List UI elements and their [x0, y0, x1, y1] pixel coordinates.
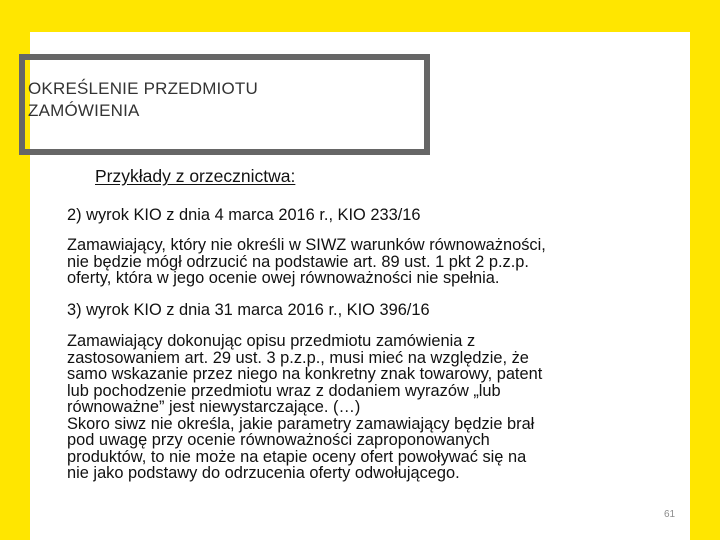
case-3-line-1: Zamawiający dokonując opisu przedmiotu zamówienia z	[67, 332, 476, 350]
section-heading: Przykłady z orzecznictwa:	[95, 166, 296, 186]
case-3-line-6: Skoro siwz nie określa, jakie parametry zamawiający będzie brał	[67, 414, 535, 433]
page-number: 61	[664, 509, 676, 520]
case-3-line-4: lub pochodzenie przedmiotu wraz z dodaniem wyrazów „lub	[67, 381, 501, 400]
case-3-line-3: samo wskazanie przez niego na konkretny znak towarowy, patent	[67, 365, 543, 383]
slide-title-line-1: OKREŚLENIE PRZEDMIOTU	[28, 79, 258, 98]
case-3-line-5: równoważne” jest niewystarczające. (…)	[67, 398, 361, 416]
case-3-line-7: pod uwagę przy ocenie równoważności zaproponowanych	[67, 431, 490, 449]
case-2-line-1: Zamawiający, który nie określi w SIWZ warunków równoważności,	[67, 236, 546, 254]
case-2-text	[67, 237, 546, 287]
case-3-line-2: zastosowaniem art. 29 ust. 3 p.z.p., musi mieć na względzie, że	[67, 348, 529, 367]
case-3-text	[67, 333, 542, 482]
slide-title	[28, 78, 328, 122]
case-3-header: 3) wyrok KIO z dnia 31 marca 2016 r., KIO 396/16	[67, 301, 430, 319]
case-2-line-3: oferty, która w jego ocenie owej równoważności nie spełnia.	[67, 269, 500, 287]
slide-title-line-2: ZAMÓWIENIA	[28, 101, 140, 120]
case-3-line-8: produktów, to nie może na etapie oceny ofert powoływać się na	[67, 447, 527, 466]
case-2-header: 2) wyrok KIO z dnia 4 marca 2016 r., KIO 233/16	[67, 206, 421, 224]
case-3-line-9: nie jako podstawy do odrzucenia oferty odwołującego.	[67, 464, 460, 482]
case-2-line-2: nie będzie mógł odrzucić na podstawie art. 89 ust. 1 pkt 2 p.z.p.	[67, 252, 529, 271]
